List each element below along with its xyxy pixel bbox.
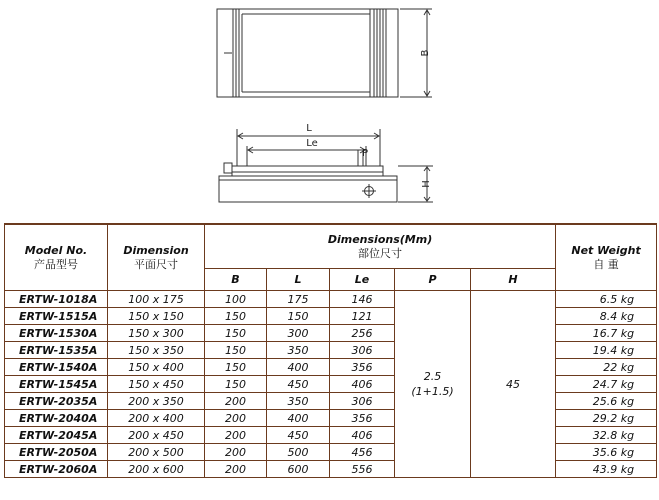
le-cell: 306 bbox=[330, 342, 395, 359]
header-weight-cn: 自 重 bbox=[593, 257, 619, 271]
header-model-en: Model No. bbox=[24, 243, 88, 257]
spec-table bbox=[4, 223, 657, 478]
p-cell bbox=[395, 291, 471, 478]
b-cell: 200 bbox=[205, 461, 267, 478]
model-cell: ERTW-1535A bbox=[5, 342, 108, 359]
header-model bbox=[5, 224, 108, 291]
dimension-cell: 150 x 350 bbox=[108, 342, 205, 359]
le-cell: 121 bbox=[330, 308, 395, 325]
header-dimension bbox=[108, 224, 205, 291]
weight-cell: 6.5 kg bbox=[556, 291, 657, 308]
header-dimension-en: Dimension bbox=[123, 243, 189, 257]
le-cell: 256 bbox=[330, 325, 395, 342]
header-weight bbox=[556, 224, 657, 291]
dimension-cell: 200 x 450 bbox=[108, 427, 205, 444]
label-h: H bbox=[421, 180, 432, 188]
weight-cell: 19.4 kg bbox=[556, 342, 657, 359]
dimension-cell: 150 x 400 bbox=[108, 359, 205, 376]
model-cell: ERTW-2060A bbox=[5, 461, 108, 478]
le-cell: 356 bbox=[330, 359, 395, 376]
l-cell: 350 bbox=[267, 342, 330, 359]
header-dimensions-cn: 部位尺寸 bbox=[358, 246, 403, 260]
weight-cell: 8.4 kg bbox=[556, 308, 657, 325]
header-l: L bbox=[267, 269, 330, 291]
table-row bbox=[5, 393, 657, 410]
l-cell: 150 bbox=[267, 308, 330, 325]
b-cell: 150 bbox=[205, 342, 267, 359]
le-cell: 406 bbox=[330, 427, 395, 444]
dimension-cell: 200 x 400 bbox=[108, 410, 205, 427]
weight-cell: 24.7 kg bbox=[556, 376, 657, 393]
l-cell: 600 bbox=[267, 461, 330, 478]
dimension-cell: 100 x 175 bbox=[108, 291, 205, 308]
dimension-cell: 200 x 500 bbox=[108, 444, 205, 461]
table-row bbox=[5, 291, 657, 308]
table-row bbox=[5, 342, 657, 359]
top-view bbox=[217, 9, 432, 97]
p-range: (1+1.5) bbox=[411, 385, 454, 398]
weight-cell: 22 kg bbox=[556, 359, 657, 376]
l-cell: 500 bbox=[267, 444, 330, 461]
weight-cell: 35.6 kg bbox=[556, 444, 657, 461]
label-l: L bbox=[306, 123, 312, 134]
model-cell: ERTW-1540A bbox=[5, 359, 108, 376]
dimension-cell: 150 x 450 bbox=[108, 376, 205, 393]
p-value: 2.5 bbox=[423, 370, 442, 383]
header-h: H bbox=[471, 269, 556, 291]
le-cell: 146 bbox=[330, 291, 395, 308]
model-cell: ERTW-1515A bbox=[5, 308, 108, 325]
table-row bbox=[5, 325, 657, 342]
header-model-cn: 产品型号 bbox=[34, 257, 78, 271]
header-p: P bbox=[395, 269, 471, 291]
technical-drawing bbox=[0, 0, 659, 222]
b-cell: 200 bbox=[205, 393, 267, 410]
table-row bbox=[5, 427, 657, 444]
model-cell: ERTW-2050A bbox=[5, 444, 108, 461]
l-cell: 300 bbox=[267, 325, 330, 342]
dimension-cell: 200 x 600 bbox=[108, 461, 205, 478]
le-cell: 456 bbox=[330, 444, 395, 461]
b-cell: 200 bbox=[205, 444, 267, 461]
header-dimensions-mm bbox=[205, 224, 556, 269]
b-cell: 150 bbox=[205, 308, 267, 325]
header-dimension-cn: 平面尺寸 bbox=[134, 257, 178, 271]
l-cell: 175 bbox=[267, 291, 330, 308]
label-p: P bbox=[361, 148, 369, 159]
l-cell: 450 bbox=[267, 376, 330, 393]
table-row bbox=[5, 376, 657, 393]
b-cell: 200 bbox=[205, 427, 267, 444]
table-row bbox=[5, 410, 657, 427]
le-cell: 406 bbox=[330, 376, 395, 393]
le-cell: 556 bbox=[330, 461, 395, 478]
spec-body bbox=[5, 291, 657, 478]
table-row bbox=[5, 461, 657, 478]
header-b: B bbox=[205, 269, 267, 291]
header-le: Le bbox=[330, 269, 395, 291]
l-cell: 450 bbox=[267, 427, 330, 444]
l-cell: 400 bbox=[267, 359, 330, 376]
weight-cell: 32.8 kg bbox=[556, 427, 657, 444]
dimension-cell: 150 x 150 bbox=[108, 308, 205, 325]
b-cell: 200 bbox=[205, 410, 267, 427]
dimension-cell: 200 x 350 bbox=[108, 393, 205, 410]
model-cell: ERTW-2045A bbox=[5, 427, 108, 444]
table-row bbox=[5, 444, 657, 461]
weight-cell: 25.6 kg bbox=[556, 393, 657, 410]
weight-cell: 29.2 kg bbox=[556, 410, 657, 427]
weight-cell: 16.7 kg bbox=[556, 325, 657, 342]
table-row bbox=[5, 308, 657, 325]
model-cell: ERTW-2035A bbox=[5, 393, 108, 410]
label-b: B bbox=[420, 49, 431, 57]
model-cell: ERTW-1018A bbox=[5, 291, 108, 308]
h-cell: 45 bbox=[471, 291, 556, 478]
le-cell: 356 bbox=[330, 410, 395, 427]
b-cell: 150 bbox=[205, 376, 267, 393]
dimension-cell: 150 x 300 bbox=[108, 325, 205, 342]
label-le: Le bbox=[306, 138, 318, 149]
table-row bbox=[5, 359, 657, 376]
side-view bbox=[219, 129, 433, 202]
weight-cell: 43.9 kg bbox=[556, 461, 657, 478]
b-cell: 150 bbox=[205, 325, 267, 342]
model-cell: ERTW-1530A bbox=[5, 325, 108, 342]
header-weight-en: Net Weight bbox=[571, 243, 641, 257]
b-cell: 150 bbox=[205, 359, 267, 376]
l-cell: 400 bbox=[267, 410, 330, 427]
b-cell: 100 bbox=[205, 291, 267, 308]
header-dimensions-en: Dimensions(Mm) bbox=[327, 232, 433, 246]
le-cell: 306 bbox=[330, 393, 395, 410]
model-cell: ERTW-2040A bbox=[5, 410, 108, 427]
model-cell: ERTW-1545A bbox=[5, 376, 108, 393]
l-cell: 350 bbox=[267, 393, 330, 410]
